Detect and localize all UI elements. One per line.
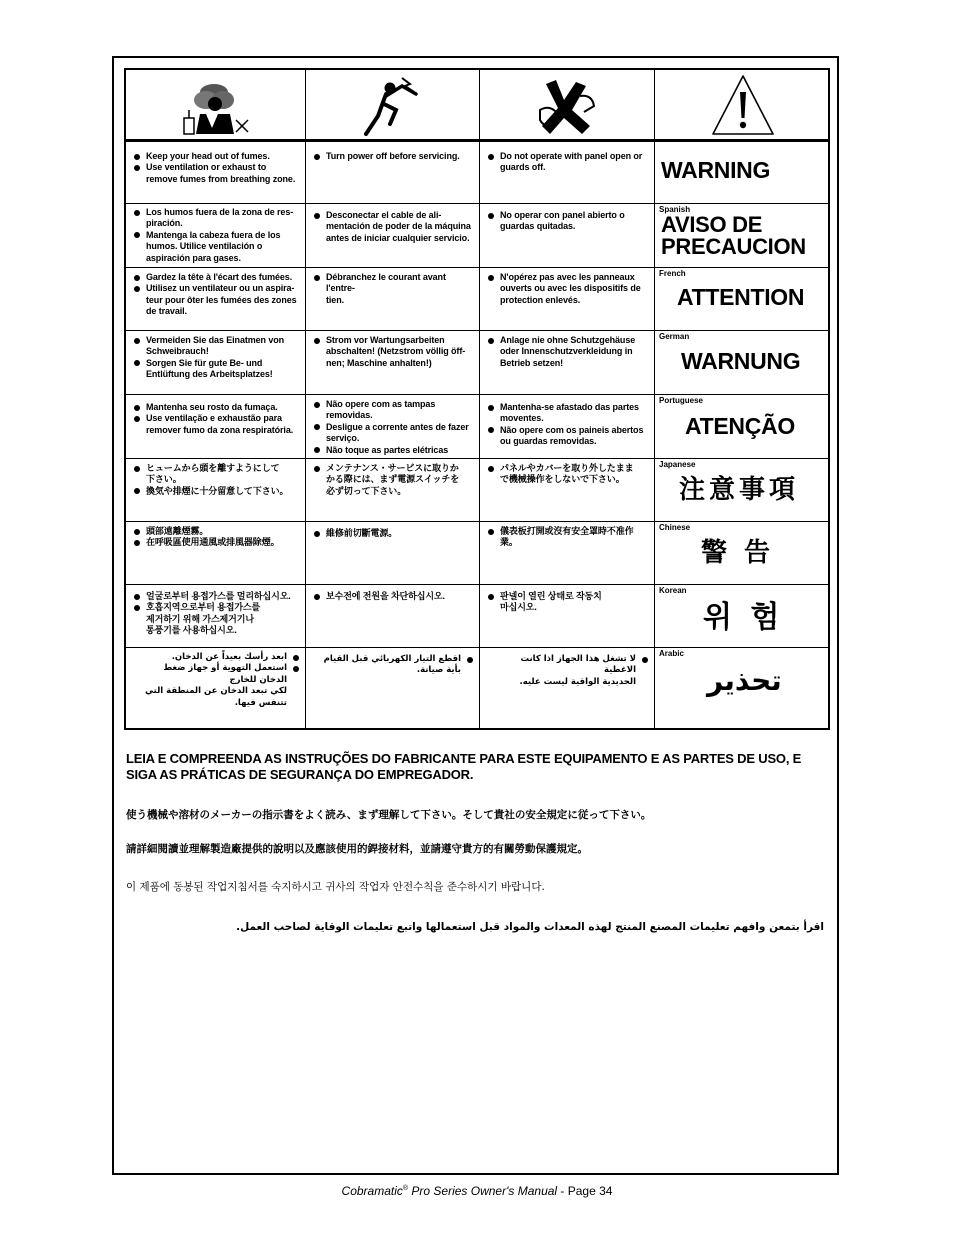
list-item: ابعد رأسك بعيداً عن الدخان.: [134, 652, 299, 663]
list-item: Desligue a corrente antes de fazer serviço.: [314, 422, 473, 445]
list-item: Turn power off before servicing.: [314, 151, 473, 162]
instruction-korean: 이 제품에 동봉된 작업지침서를 숙지하시고 귀사의 작업자 안전수칙을 준수하시기 바랍니다.: [126, 881, 545, 893]
table-row: [126, 459, 828, 522]
instruction-japanese: 使う機械や溶材のメーカーの指示書をよく読み、まず理解して下さい。そして貴社の安全規定に従って下さい。: [126, 809, 652, 821]
list-item: Gardez la tête à l'écart des fumées.: [134, 272, 299, 283]
warning-label-cell: [655, 204, 828, 267]
warning-label-cell: [655, 585, 828, 647]
list-item: 호흡지역으로부터 용접가스를 제거하기 위해 가스제거기나 통풍기를 사용하십시오.: [134, 602, 299, 636]
list-item: Mantenha-se afastado das partes moventes.: [488, 402, 648, 425]
table-row: [126, 142, 828, 204]
instruction-portuguese: LEIA E COMPREENDA AS INSTRUÇÕES DO FABRICANTE PARA ESTE EQUIPAMENTO E AS PARTES DE USO, E SIGA AS PRÁTICAS DE SEGURANÇA DO EMPREGADOR.: [126, 751, 802, 782]
warning-word: WARNUNG: [681, 348, 801, 374]
language-label: Arabic: [659, 649, 684, 658]
list-item: Não toque as partes elétricas: [314, 445, 473, 458]
list-item: Sorgen Sie für gute Be- und Entlüftung des Arbeitsplatzes!: [134, 358, 299, 381]
fume-hazard-icon: [126, 70, 306, 139]
warning-word: 위 험: [703, 600, 784, 635]
language-label: Korean: [659, 586, 687, 595]
warning-label-cell: [655, 331, 828, 394]
list-item: ヒュームから頭を離すようにして 下さい。: [134, 463, 299, 486]
warning-word: تحذير: [707, 664, 782, 697]
list-item: Do not operate with panel open or guards off.: [488, 151, 648, 174]
warning-word: AVISO DE PRECAUCION: [661, 212, 806, 259]
list-item: N'opérez pas avec les panneaux ouverts ou avec les dispositifs de protection enlevés.: [488, 272, 648, 306]
guard-instructions: [480, 142, 654, 174]
fume-instructions: [126, 142, 305, 185]
footer-text: Pro Series Owner's Manual: [408, 1184, 558, 1198]
list-item: Débranchez le courant avant l'entre- tien.: [314, 272, 473, 306]
table-row: [126, 268, 828, 331]
warning-word: 注意事項: [679, 475, 800, 505]
warning-label-cell: [655, 142, 828, 203]
list-item: メンテナンス・サービスに取りか かる際には、まず電源スイッチを 必ず切って下さい。: [314, 463, 473, 497]
warning-label-cell: [655, 395, 828, 458]
table-row: [126, 648, 828, 728]
list-item: 얼굴로부터 용접가스를 멀리하십시오.: [134, 591, 299, 602]
list-item: Mantenha seu rosto da fumaça.: [134, 402, 299, 413]
table-row: [126, 585, 828, 648]
product-name: Cobramatic: [341, 1184, 403, 1198]
list-item: Use ventilação e exhaustão para remover fumo da zona respiratória.: [134, 413, 299, 436]
warning-word: 警 告: [701, 538, 775, 568]
warning-label-cell: [655, 268, 828, 330]
language-label: Chinese: [659, 523, 691, 532]
language-label: French: [659, 269, 686, 278]
list-item: Los humos fuera de la zona de res- piración.: [134, 207, 299, 230]
list-item: 在呼吸區使用通風或排風器除煙。: [134, 537, 299, 548]
language-label: Spanish: [659, 205, 691, 214]
icon-row: [126, 70, 828, 142]
list-item: استعمل التهوية أو جهاز ضغط الدخان للخارج لكي تبعد الدخان عن المنطقة التي تتنفس فيها.: [134, 663, 299, 709]
list-item: Vermeiden Sie das Einatmen von Schweibrauch!: [134, 335, 299, 358]
language-label: Japanese: [659, 460, 696, 469]
list-item: Use ventilation or exhaust to remove fumes from breathing zone.: [134, 162, 299, 185]
language-label: German: [659, 332, 690, 341]
list-item: Anlage nie ohne Schutzgehäuse oder Innenschutzverkleidung in Betrieb setzen!: [488, 335, 648, 369]
table-row: [126, 395, 828, 459]
page-footer: [0, 1184, 954, 1198]
list-item: لا تشغل هذا الجهاز اذا كانت الاغطية الحديدية الواقية ليست عليه.: [488, 654, 648, 688]
warning-word: WARNING: [661, 157, 771, 183]
electric-shock-icon: [306, 70, 480, 139]
list-item: 換気や排煙に十分留意して下さい。: [134, 486, 299, 497]
list-item: 보수전에 전원을 차단하십시오.: [314, 591, 473, 602]
warning-table: [124, 68, 830, 730]
warning-word: ATENÇÃO: [685, 413, 795, 439]
list-item: اقطع التيار الكهربائي قبل القيام بأية صيانة.: [314, 654, 473, 677]
table-row: [126, 522, 828, 585]
list-item: 維修前切斷電源。: [314, 528, 473, 539]
list-item: 儀表板打開或沒有安全罩時不准作 業。: [488, 526, 648, 549]
list-item: Não opere com as tampas removidas.: [314, 399, 473, 422]
list-item: 판넬이 열린 상태로 작동치 마십시오.: [488, 591, 648, 614]
warning-word: ATTENTION: [677, 284, 805, 310]
list-item: Utilisez un ventilateur ou un aspira- teur pour ôter les fumées des zones de travail.: [134, 283, 299, 317]
moving-parts-icon: [480, 70, 655, 139]
instruction-arabic: اقرأ بتمعن وافهم تعليمات المصنع المنتج لهذه المعدات والمواد قبل استعمالها واتبع تعليمات الوقاية لصاحب العمل.: [236, 921, 824, 933]
list-item: Mantenga la cabeza fuera de los humos. Utilice ventilación o aspiración para gases.: [134, 230, 299, 264]
list-item: Strom vor Wartungsarbeiten abschalten! (Netzstrom völlig öff- nen; Maschine anhalten!): [314, 335, 473, 369]
table-row: [126, 331, 828, 395]
warning-triangle-icon: [655, 70, 828, 139]
instruction-chinese: 請詳細閱讀並理解製造廠提供的說明以及應該使用的銲接材料，並請遵守貴方的有關勞動保護規定。: [126, 843, 588, 855]
language-label: Portuguese: [659, 396, 704, 405]
list-item: 頭部遠離煙霧。: [134, 526, 299, 537]
warning-label-cell: [655, 522, 828, 584]
registered-mark: ®: [402, 1185, 409, 1192]
warning-label-cell: [655, 648, 828, 728]
warning-label-cell: [655, 459, 828, 521]
list-item: Keep your head out of fumes.: [134, 151, 299, 162]
footer-page-number: - Page 34: [557, 1184, 613, 1198]
list-item: パネルやカバーを取り外したまま で機械操作をしないで下さい。: [488, 463, 648, 486]
list-item: No operar con panel abierto o guardas quitadas.: [488, 210, 648, 233]
list-item: Não opere com os paineis abertos ou guardas removidas.: [488, 425, 648, 448]
list-item: Desconectar el cable de ali- mentación de poder de la máquina antes de iniciar cualquier servicio.: [314, 210, 473, 244]
shock-instructions: [306, 142, 479, 162]
table-row: [126, 204, 828, 268]
